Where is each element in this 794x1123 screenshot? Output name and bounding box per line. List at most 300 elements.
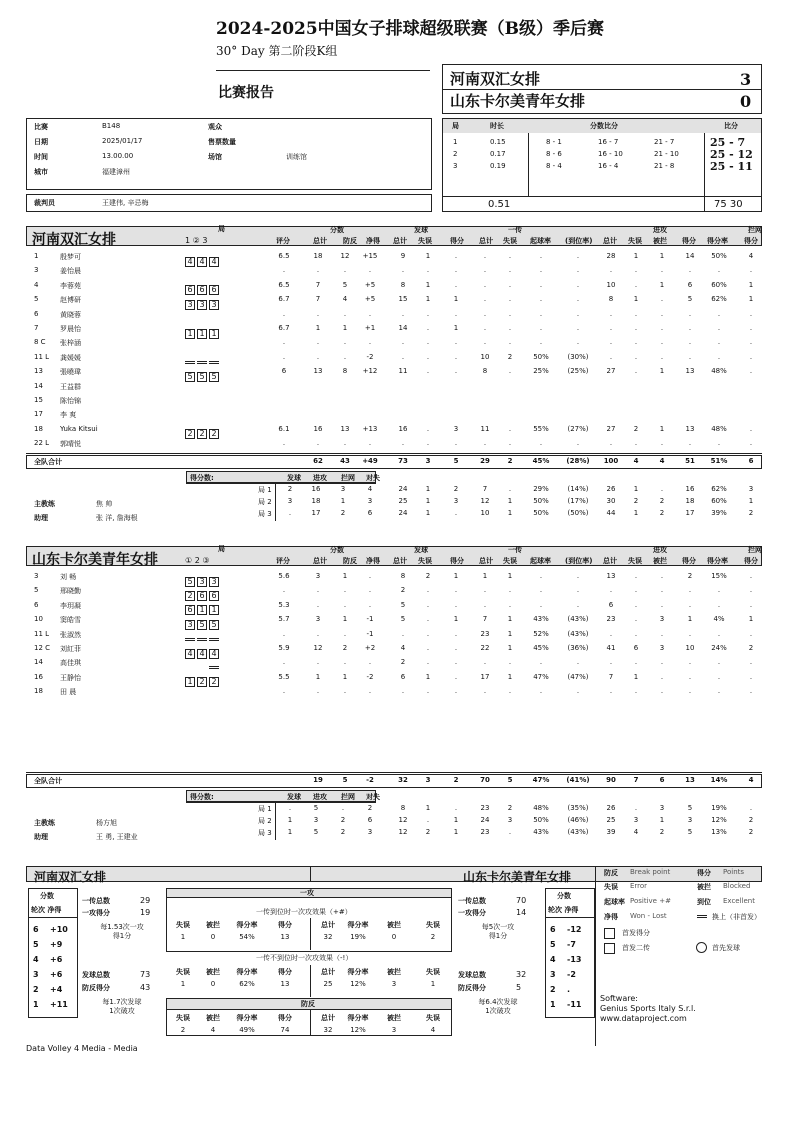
stat-sp: 1 <box>453 615 459 624</box>
stat-re: . <box>508 295 512 304</box>
stat-t: 3 <box>315 615 321 624</box>
stat-sp: . <box>454 586 458 595</box>
serve-first-icon <box>696 942 707 953</box>
stat-rx: (43%) <box>567 629 589 638</box>
stat-rt: . <box>483 338 487 347</box>
mid-value: 3 <box>391 1026 397 1034</box>
software-label: Software: <box>600 994 638 1003</box>
player-number: 12 C <box>34 644 51 652</box>
col-head-pts: 得分 <box>682 557 696 565</box>
zone-box: 3 <box>209 577 219 587</box>
set-stat: . <box>288 804 292 812</box>
rotation-net: +4 <box>50 985 63 994</box>
stat-ae: . <box>634 352 638 361</box>
set-cell: 8 - 4 <box>546 162 562 170</box>
stat-ap: . <box>688 309 692 318</box>
stat-rp: . <box>539 658 543 667</box>
mid-value: 13 <box>280 980 290 988</box>
mid-value: 49% <box>239 1026 255 1034</box>
match-info-box <box>26 118 432 190</box>
rotation-net: +6 <box>50 955 63 964</box>
stat-bl: . <box>749 687 753 696</box>
title-underline <box>216 70 430 71</box>
col-head-wl: 净得 <box>366 557 380 565</box>
set-stat: . <box>508 485 512 493</box>
substitute-marker <box>209 666 219 669</box>
legend-term: 防反 <box>604 869 618 877</box>
stat-v: . <box>282 586 286 595</box>
mid-value: 19% <box>350 933 366 941</box>
mid-value: 1 <box>180 933 186 941</box>
stat-re: 1 <box>507 672 513 681</box>
stat-sp: . <box>454 266 458 275</box>
stat-v: . <box>282 439 286 448</box>
stat-rp: . <box>539 324 543 332</box>
set-stat: 24 <box>480 816 490 824</box>
set-stat: 1 <box>453 816 459 824</box>
zone-box: 5 <box>209 620 219 630</box>
stat-sp: . <box>454 309 458 318</box>
total-t: 62 <box>313 457 323 465</box>
rotation-number: 1 <box>550 1000 556 1009</box>
stat-at: 41 <box>606 644 616 652</box>
total-st: 32 <box>398 776 408 784</box>
zone-box: 6 <box>197 591 207 601</box>
total-label: 全队合计 <box>34 777 62 785</box>
mid-value: 1 <box>430 980 436 988</box>
stat-t: . <box>316 338 320 347</box>
set-numbers: ① 2 ③ <box>185 556 210 565</box>
stat-se: . <box>426 600 430 609</box>
stat-sp: . <box>454 644 458 652</box>
total-rx: (28%) <box>566 457 590 465</box>
mid-header: 失误 <box>426 1014 440 1022</box>
player-name: 李 爽 <box>60 411 77 420</box>
substitute-marker <box>197 638 207 641</box>
info-label: 比赛 <box>34 123 48 131</box>
stat-t: 7 <box>315 280 321 289</box>
stat-rp: 55% <box>533 424 549 433</box>
player-number: 5 <box>34 586 39 595</box>
zone-box: 5 <box>197 372 207 382</box>
stat-ap: 14 <box>685 252 695 260</box>
mid-value: 54% <box>239 933 255 941</box>
rotation-net: +10 <box>50 925 68 934</box>
set-stat: 2 <box>287 485 293 493</box>
total-wl: -2 <box>366 776 374 784</box>
stat-ap: 10 <box>685 644 695 652</box>
total-ab: 6 <box>659 776 665 784</box>
stat-sp: . <box>454 439 458 448</box>
set-cell: 21 - 8 <box>654 162 675 170</box>
pps-header: 拦网 <box>341 793 355 801</box>
set-stat: 24 <box>398 485 408 493</box>
serve-total: 32 <box>516 970 527 979</box>
rotation-number: 4 <box>33 955 39 964</box>
assistant-names: 张 洋, 詹海根 <box>96 514 138 522</box>
substitute-marker <box>209 638 219 641</box>
stat-v: 5.5 <box>278 672 290 681</box>
stat-v: 5.7 <box>278 615 290 624</box>
stat-re: . <box>508 266 512 275</box>
set-stat: . <box>634 804 638 812</box>
stat-wl: +2 <box>364 644 376 652</box>
stat-wl: . <box>368 586 372 595</box>
player-name: 刘紅菲 <box>60 645 81 653</box>
stat-rx: (43%) <box>567 615 589 624</box>
set-stat: 2 <box>748 816 754 824</box>
stat-bl: . <box>749 658 753 667</box>
stat-rp: . <box>539 687 543 696</box>
col-head-wl: 净得 <box>366 237 380 245</box>
zone-box: 2 <box>197 677 207 687</box>
stat-apc: . <box>717 352 721 361</box>
set-stat: 1 <box>425 485 431 493</box>
zone-box: 4 <box>197 649 207 659</box>
zone-box: 4 <box>209 257 219 267</box>
set-stat: 43% <box>533 828 549 836</box>
player-number: 22 L <box>34 439 50 448</box>
coach-label: 主教练 <box>34 819 55 827</box>
pps-header: 进攻 <box>313 474 327 482</box>
report-title: 2024-2025中国女子排球超级联赛（B级）季后赛 <box>216 19 605 39</box>
stat-rp: . <box>539 266 543 275</box>
set-score: 25 - 12 <box>710 148 753 161</box>
stat-ae: . <box>634 324 638 332</box>
set-stat: 5 <box>687 828 693 836</box>
zone-box: 6 <box>197 285 207 295</box>
stat-ab: . <box>660 266 664 275</box>
runs-line <box>545 917 595 918</box>
set-label: 局 3 <box>258 510 272 518</box>
info-value: B148 <box>102 122 121 130</box>
set-stat: 62% <box>711 485 727 493</box>
stat-apc: 48% <box>711 367 727 376</box>
summary-home-name: 河南双汇女排 <box>34 870 107 884</box>
pps-header: 拦网 <box>341 474 355 482</box>
mid-header: 总计 <box>321 968 335 976</box>
stat-t: 16 <box>313 424 323 433</box>
stat-bl: 1 <box>748 615 754 624</box>
stat-v: . <box>282 629 286 638</box>
first-serve-icon <box>604 928 615 939</box>
so-note2: 得1分 <box>488 932 508 940</box>
mid-header: 总计 <box>321 1014 335 1022</box>
stat-bp: . <box>343 687 347 696</box>
pps-header: 对失 <box>366 474 380 482</box>
col-head-err: 失误 <box>628 557 642 565</box>
stat-st: 2 <box>400 658 406 667</box>
stat-bl: . <box>749 600 753 609</box>
stat-ae: . <box>634 586 638 595</box>
set-stat: 2 <box>748 828 754 836</box>
stat-t: . <box>316 266 320 275</box>
total-bl: 6 <box>748 457 754 465</box>
player-number: 17 <box>34 410 43 419</box>
stat-rx: (30%) <box>567 352 589 361</box>
zone-box: 2 <box>185 429 195 439</box>
sideout-title: 一攻 <box>300 889 314 897</box>
set-stat: 26 <box>606 804 616 812</box>
stat-rx: . <box>576 266 580 275</box>
pps-vline <box>275 483 276 521</box>
stat-re: . <box>508 324 512 332</box>
stat-rt: 22 <box>480 644 490 652</box>
set-stat: . <box>288 509 292 517</box>
stat-se: . <box>426 658 430 667</box>
pps-header: 发球 <box>287 793 301 801</box>
set-stat: 17 <box>685 509 695 517</box>
pps-header: 对失 <box>366 793 380 801</box>
stat-rx: . <box>576 687 580 696</box>
stat-t: 18 <box>313 252 323 260</box>
stat-st: 6 <box>400 672 406 681</box>
stat-apc: . <box>717 338 721 347</box>
set-stat: 39 <box>606 828 616 836</box>
stat-wl: . <box>368 658 372 667</box>
col-head-pos: 起球率 <box>530 237 551 245</box>
zone-box: 4 <box>209 649 219 659</box>
set-stat: 2 <box>633 497 639 505</box>
zone-box: 5 <box>209 372 219 382</box>
set-stat: 2 <box>507 804 513 812</box>
stat-st: . <box>401 629 405 638</box>
player-name: 田 晨 <box>60 688 77 697</box>
set-stat: 3 <box>507 816 513 824</box>
stat-sp: . <box>454 352 458 361</box>
set-cell: 1 <box>453 138 458 146</box>
stat-bl: . <box>749 309 753 318</box>
mid-header: 总计 <box>321 921 335 929</box>
stat-bl: . <box>749 324 753 332</box>
stat-v: 6.5 <box>278 280 290 289</box>
stat-rp: 45% <box>533 644 549 652</box>
stat-bl: 1 <box>748 295 754 304</box>
runs-subtitle: 轮次 净得 <box>548 906 579 914</box>
stat-rt: 23 <box>480 629 490 638</box>
stat-se: . <box>426 629 430 638</box>
stat-bl: 1 <box>748 280 754 289</box>
stat-rx: . <box>576 600 580 609</box>
stat-ae: . <box>634 687 638 696</box>
set-stat: 26 <box>606 485 616 493</box>
stat-ap: 1 <box>687 615 693 624</box>
zone-box: 2 <box>197 429 207 439</box>
set-stat: . <box>508 828 512 836</box>
stat-re: . <box>508 338 512 347</box>
col-head-bp: 防反 <box>343 237 357 245</box>
stat-rx: (25%) <box>567 367 589 376</box>
total-wl: +49 <box>362 457 378 465</box>
player-number: 14 <box>34 658 43 667</box>
rotation-number: 4 <box>550 955 556 964</box>
stat-t: . <box>316 352 320 361</box>
stat-bp: . <box>343 586 347 595</box>
set-stat: 1 <box>507 497 513 505</box>
stat-re: . <box>508 658 512 667</box>
set-cell: 3 <box>453 162 458 170</box>
stat-at: 10 <box>606 280 616 289</box>
set-cell: 21 - 10 <box>654 150 679 158</box>
legend-term: 得分 <box>697 869 711 877</box>
stat-rp: . <box>539 600 543 609</box>
zone-box: 5 <box>197 620 207 630</box>
legend-term: 失误 <box>604 883 618 891</box>
col-group-serve: 发球 <box>414 226 428 234</box>
zone-box: 4 <box>185 257 195 267</box>
stat-re: 1 <box>507 644 513 652</box>
player-name: 李蓉苑 <box>60 281 81 290</box>
mid-header: 得分 <box>278 1014 292 1022</box>
mid-header: 失误 <box>426 968 440 976</box>
mid-header: 被拦 <box>206 921 220 929</box>
set-stat: (46%) <box>567 816 589 824</box>
stat-rp: 50% <box>533 352 549 361</box>
stat-rt: . <box>483 324 487 332</box>
referee-names: 王建伟, 辛忌梅 <box>102 199 149 207</box>
stat-apc: 15% <box>711 572 727 580</box>
stat-at: . <box>609 629 613 638</box>
coach-label: 主教练 <box>34 500 55 508</box>
stat-v: . <box>282 687 286 696</box>
mid-value: 12% <box>350 980 366 988</box>
set-stat: 5 <box>687 804 693 812</box>
points-per-set-label: 得分数: <box>190 793 214 801</box>
mid-value: 62% <box>239 980 255 988</box>
mid-value: 2 <box>430 933 436 941</box>
stat-rx: (27%) <box>567 424 589 433</box>
stat-sp: 1 <box>453 295 459 304</box>
stat-rx: . <box>576 586 580 595</box>
set-stat: 2 <box>659 828 665 836</box>
stat-ae: . <box>634 600 638 609</box>
stat-v: 6 <box>281 367 287 376</box>
set-cell: 8 - 6 <box>546 150 562 158</box>
stat-wl: -2 <box>366 672 374 681</box>
mid-value: 12% <box>350 1026 366 1034</box>
stat-rp: . <box>539 280 543 289</box>
stat-rx: . <box>576 439 580 448</box>
col-head-tot: 总计 <box>313 237 327 245</box>
stat-st: 4 <box>400 644 406 652</box>
points-per-set-label: 得分数: <box>190 474 214 482</box>
stat-rt: . <box>483 280 487 289</box>
serve-total-label: 发球总数 <box>458 971 486 979</box>
rotation-number: 3 <box>550 970 556 979</box>
stat-v: . <box>282 658 286 667</box>
col-head-err: 失误 <box>503 557 517 565</box>
stat-ab: 1 <box>659 367 665 376</box>
player-number: 15 <box>34 396 43 404</box>
player-number: 3 <box>34 266 39 275</box>
player-name: 邢晓勤 <box>60 587 81 596</box>
stat-re: . <box>508 439 512 448</box>
stat-ae: 2 <box>633 424 639 433</box>
stat-st: . <box>401 266 405 275</box>
set-stat: 18 <box>685 497 695 505</box>
zone-box: 6 <box>209 285 219 295</box>
set-stat: . <box>454 804 458 812</box>
set-stat: 2 <box>659 497 665 505</box>
col-head-tot: 总计 <box>479 237 493 245</box>
stat-t: 7 <box>315 295 321 304</box>
referee-box <box>26 194 432 212</box>
stat-re: . <box>508 424 512 433</box>
so-points: 19 <box>140 908 151 917</box>
set-col-divider <box>528 133 529 197</box>
stat-v: 5.3 <box>278 600 290 609</box>
set-stat: . <box>341 804 345 812</box>
stat-at: 28 <box>606 252 616 260</box>
software-url: www.dataproject.com <box>600 1014 687 1023</box>
set-header-3: 比分 <box>724 122 738 130</box>
stat-at: 23 <box>606 615 616 624</box>
stat-apc: . <box>717 586 721 595</box>
referee-label: 裁判员 <box>34 199 55 207</box>
stat-ab: 1 <box>659 280 665 289</box>
set-stat: 50% <box>533 816 549 824</box>
col-head-pos: 起球率 <box>530 557 551 565</box>
stat-bl: 2 <box>748 644 754 652</box>
set-stat: 50% <box>533 509 549 517</box>
col-group-block: 拦网 <box>748 546 762 554</box>
stat-wl: -1 <box>366 629 374 638</box>
legend-first-serve: 首发得分 <box>622 929 650 937</box>
rotation-number: 6 <box>550 925 556 934</box>
player-row <box>30 382 760 396</box>
total-re: 5 <box>507 776 513 784</box>
stat-at: . <box>609 324 613 332</box>
stat-ab: . <box>660 658 664 667</box>
col-head-bp: 防反 <box>343 557 357 565</box>
stat-bl: . <box>749 672 753 681</box>
mid-value: 0 <box>210 933 216 941</box>
set-header-0: 局 <box>452 122 459 130</box>
player-row <box>30 410 760 424</box>
stat-st: 5 <box>400 615 406 624</box>
stat-st: . <box>401 687 405 696</box>
info-label: 时间 <box>34 153 48 161</box>
player-row <box>30 396 760 410</box>
set-stat: 1 <box>659 816 665 824</box>
stat-ab: . <box>660 295 664 304</box>
stat-sp: . <box>454 687 458 696</box>
stat-st: . <box>401 439 405 448</box>
stat-rx: . <box>576 338 580 347</box>
stat-rp: 52% <box>533 629 549 638</box>
col-head-tot: 总计 <box>603 557 617 565</box>
away-sets-won: 0 <box>740 92 752 111</box>
stat-ap: . <box>688 687 692 696</box>
stat-se: . <box>426 439 430 448</box>
player-number: 11 L <box>34 629 50 638</box>
stat-ae: . <box>634 629 638 638</box>
total-sp: 5 <box>453 457 459 465</box>
col-head-tot: 总计 <box>479 557 493 565</box>
set-stat: 3 <box>287 497 293 505</box>
stat-at: 13 <box>606 572 616 580</box>
mid-vline3 <box>310 1010 311 1036</box>
stat-rt: . <box>483 586 487 595</box>
stat-apc: 62% <box>711 295 727 304</box>
col-group-block: 拦网 <box>748 226 762 234</box>
set-cell: 2 <box>453 150 458 158</box>
col-head-pts: 得分 <box>450 557 464 565</box>
set-cell: 16 - 7 <box>598 138 619 146</box>
set-header-1: 时长 <box>490 122 504 130</box>
player-number: 4 <box>34 280 39 289</box>
stat-re: . <box>508 367 512 376</box>
